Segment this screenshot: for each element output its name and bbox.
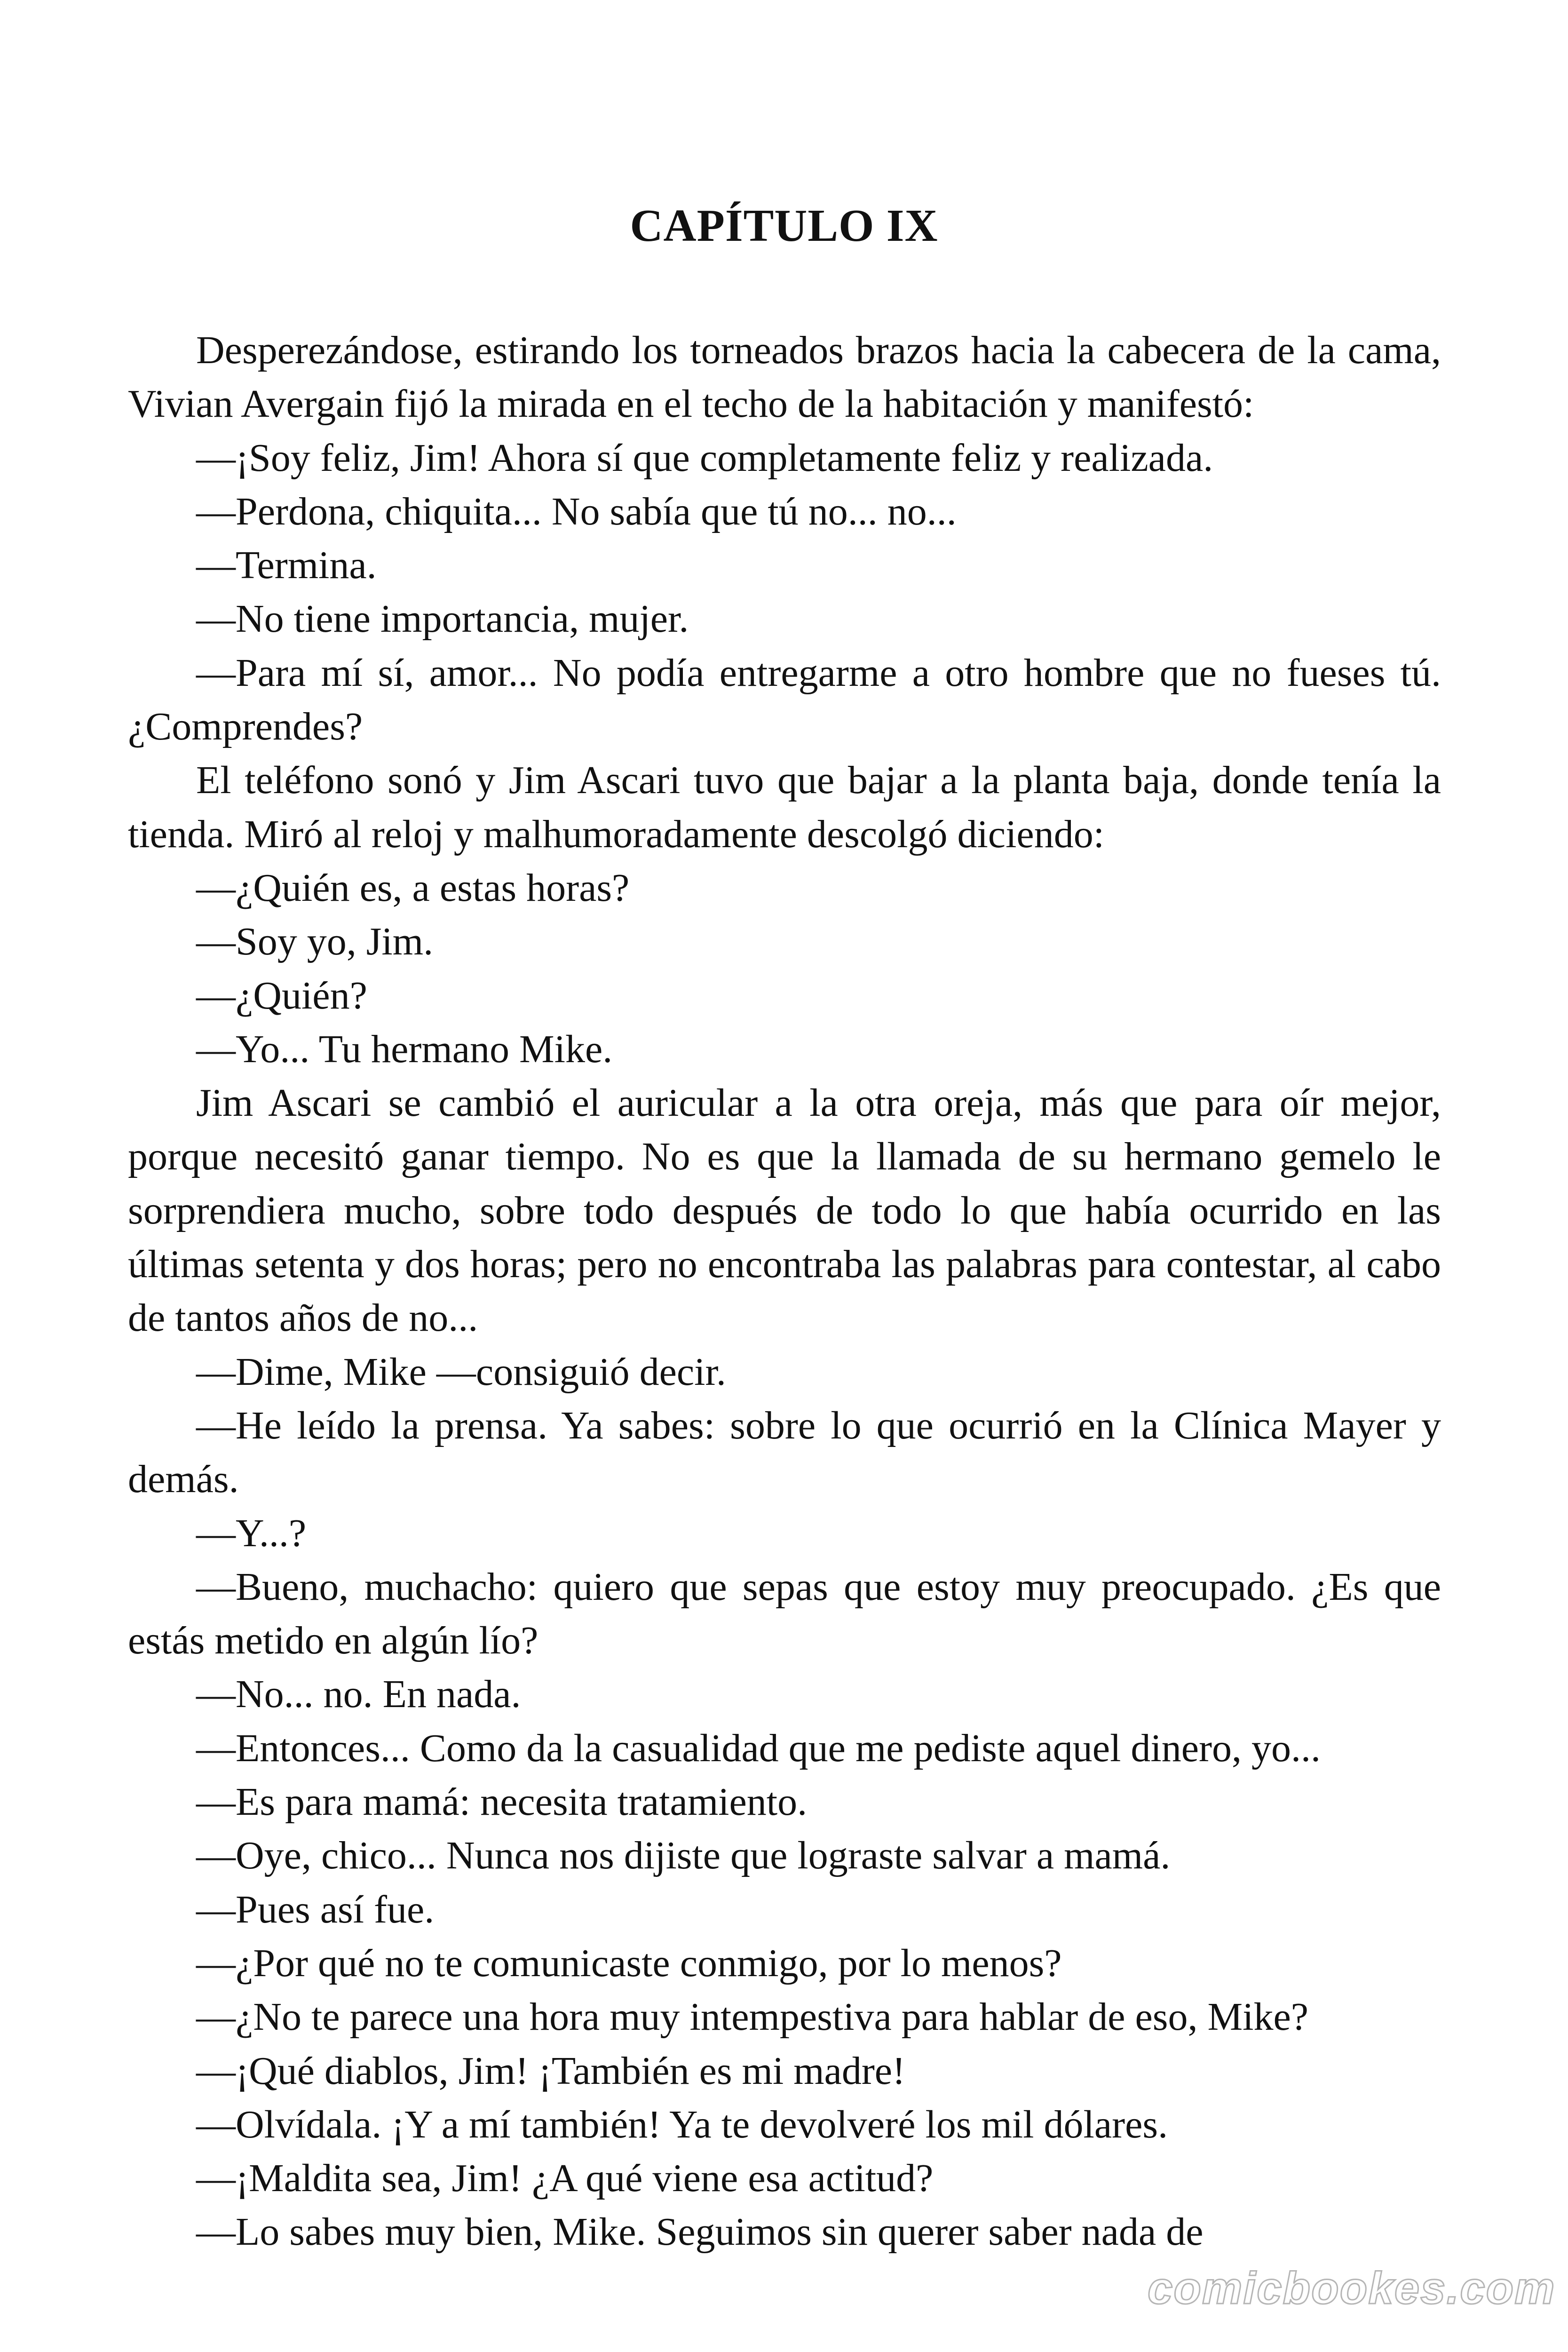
paragraph: —Bueno, muchacho: quiero que sepas que estoy muy preocupado. ¿Es que estás metido en algún lío? (128, 1565, 1441, 1663)
paragraph: —Termina. (196, 543, 377, 588)
paragraph: —Lo sabes muy bien, Mike. Seguimos sin querer saber nada de (196, 2210, 1204, 2254)
paragraph: —¡Maldita sea, Jim! ¿A qué viene esa actitud? (196, 2156, 934, 2201)
paragraph: —Es para mamá: necesita tratamiento. (196, 1780, 808, 1824)
paragraph: —No... no. En nada. (196, 1672, 521, 1716)
paragraph: —Oye, chico... Nunca nos dijiste que lograste salvar a mamá. (196, 1834, 1171, 1878)
paragraph: —He leído la prensa. Ya sabes: sobre lo que ocurrió en la Clínica Mayer y demás. (128, 1403, 1441, 1502)
paragraph: —¿Quién? (196, 973, 367, 1017)
body-text (128, 324, 1441, 2259)
paragraph: —Yo... Tu hermano Mike. (196, 1027, 613, 1071)
paragraph: —¡Qué diablos, Jim! ¡También es mi madre! (196, 2049, 906, 2093)
paragraph: Desperezándose, estirando los torneados brazos hacia la cabecera de la cama, Vivian Avergain fijó la mirada en el techo de la habitación y manifestó: (128, 328, 1441, 426)
paragraph: —¿No te parece una hora muy intempestiva para hablar de eso, Mike? (196, 1995, 1309, 2039)
paragraph: El teléfono sonó y Jim Ascari tuvo que bajar a la planta baja, donde tenía la tienda. Miró al reloj y malhumoradamente descolgó diciendo: (128, 758, 1441, 856)
paragraph: —Perdona, chiquita... No sabía que tú no... no... (196, 489, 957, 533)
paragraph: —No tiene importancia, mujer. (196, 597, 689, 641)
paragraph: —Y...? (196, 1511, 307, 1555)
paragraph: —Soy yo, Jim. (196, 920, 434, 964)
paragraph: Jim Ascari se cambió el auricular a la otra oreja, más que para oír mejor, porque necesitó ganar tiempo. No es que la llamada de su hermano gemelo le sorprendiera mucho, sobre todo después de todo lo que había ocurrido en las últimas setenta y dos horas; pero no encontraba las palabras para contestar, al cabo de tantos años de no... (128, 1081, 1441, 1340)
paragraph: —¿Quién es, a estas horas? (196, 866, 630, 910)
watermark-logo: comicbookes.com (1148, 2263, 1556, 2313)
paragraph: —Entonces... Como da la casualidad que me pediste aquel dinero, yo... (196, 1726, 1321, 1770)
paragraph: —Dime, Mike —consiguió decir. (196, 1350, 726, 1394)
chapter-title: CAPÍTULO IX (630, 200, 938, 251)
paragraph: —Pues así fue. (196, 1887, 435, 1931)
paragraph: —¿Por qué no te comunicaste conmigo, por lo menos? (196, 1941, 1062, 1985)
paragraph: —¡Soy feliz, Jim! Ahora sí que completamente feliz y realizada. (196, 436, 1213, 480)
paragraph: —Para mí sí, amor... No podía entregarme a otro hombre que no fueses tú. ¿Comprendes? (128, 651, 1441, 749)
paragraph: —Olvídala. ¡Y a mí también! Ya te devolveré los mil dólares. (196, 2102, 1168, 2146)
